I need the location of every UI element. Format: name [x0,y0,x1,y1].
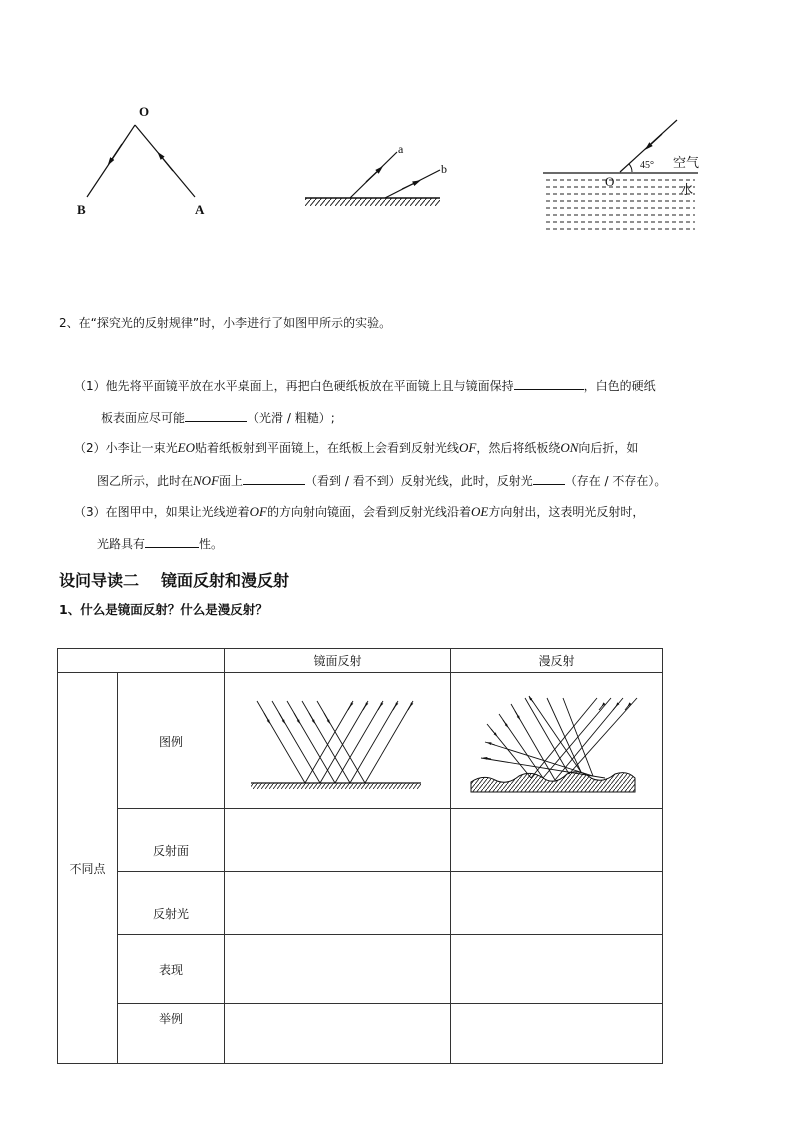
mirror-light-cell[interactable] [225,872,451,935]
blank-exist[interactable] [533,472,565,485]
label-o-water: O [605,174,615,189]
q2-part3-line1: （3）在图甲中，如果让光线逆着OF的方向射向镜面，会看到反射光线沿着OE方向射出，这表明光反射时， [74,504,645,519]
row-show: 表现 [118,935,225,1004]
blank-reversible[interactable] [145,535,199,548]
figure-mirror-rays [300,140,445,215]
q2-part1-line2: 板表面应尽可能 （光滑 / 粗糙）; [101,411,335,425]
header-mirror: 镜面反射 [225,649,451,673]
label-ray-a: a [398,142,404,156]
question-2-intro: 2、在“探究光的反射规律”时，小李进行了如图甲所示的实验。 [59,316,392,330]
blank-see[interactable] [243,472,305,485]
diffuse-legend-cell [451,673,663,809]
table-row-example [58,1004,663,1064]
section-title: 设问导读二 镜面反射和漫反射 [59,571,290,590]
table-header-row [58,649,663,673]
q2-part1-line1: （1）他先将平面镜平放在水平桌面上，再把白色硬纸板放在平面镜上且与镜面保持 ，白色的硬纸 [74,379,656,393]
q2-part2-line2: 图乙所示，此时在NOF面上 （看到 / 看不到）反射光线，此时，反射光 （存在 / 不存在）。 [97,473,667,488]
label-a: A [195,202,205,217]
diffuse-show-cell[interactable] [451,935,663,1004]
diffuse-surface-cell[interactable] [451,809,663,872]
comparison-table [57,648,663,1064]
row-light: 反射光 [118,872,225,935]
row-surface: 反射面 [118,809,225,872]
figure-air-water [540,115,705,235]
header-diffuse: 漫反射 [451,649,663,673]
air-label: 空气 [673,156,700,171]
q2-part3-line2: 光路具有 性。 [97,537,224,551]
mirror-legend-cell [225,673,451,809]
q2-part2-line1: （2）小李让一束光EO贴着纸板射到平面镜上，在纸板上会看到反射光线OF，然后将纸板绕ON向后折，如 [74,440,639,455]
water-label: 水 [680,183,694,198]
table-row-show [58,935,663,1004]
specular-reflection-diagram [225,674,449,808]
blank-angle[interactable] [514,377,584,390]
row-legend: 图例 [118,673,225,809]
question-1: 1、什么是镜面反射？什么是漫反射？ [59,602,268,617]
group-label: 不同点 [58,673,118,1064]
diffuse-light-cell[interactable] [451,872,663,935]
label-b: B [77,202,86,217]
angle-label: 45° [640,160,654,171]
diffuse-example-cell[interactable] [451,1004,663,1064]
table-row-light [58,872,663,935]
row-example: 举例 [118,1004,225,1064]
label-o: O [139,104,150,119]
diffuse-reflection-diagram [451,674,661,808]
blank-surface[interactable] [185,409,247,422]
table-row-legend [58,673,663,809]
mirror-show-cell[interactable] [225,935,451,1004]
mirror-example-cell[interactable] [225,1004,451,1064]
mirror-surface-cell[interactable] [225,809,451,872]
table-row-surface [58,809,663,872]
label-ray-b: b [441,162,447,176]
